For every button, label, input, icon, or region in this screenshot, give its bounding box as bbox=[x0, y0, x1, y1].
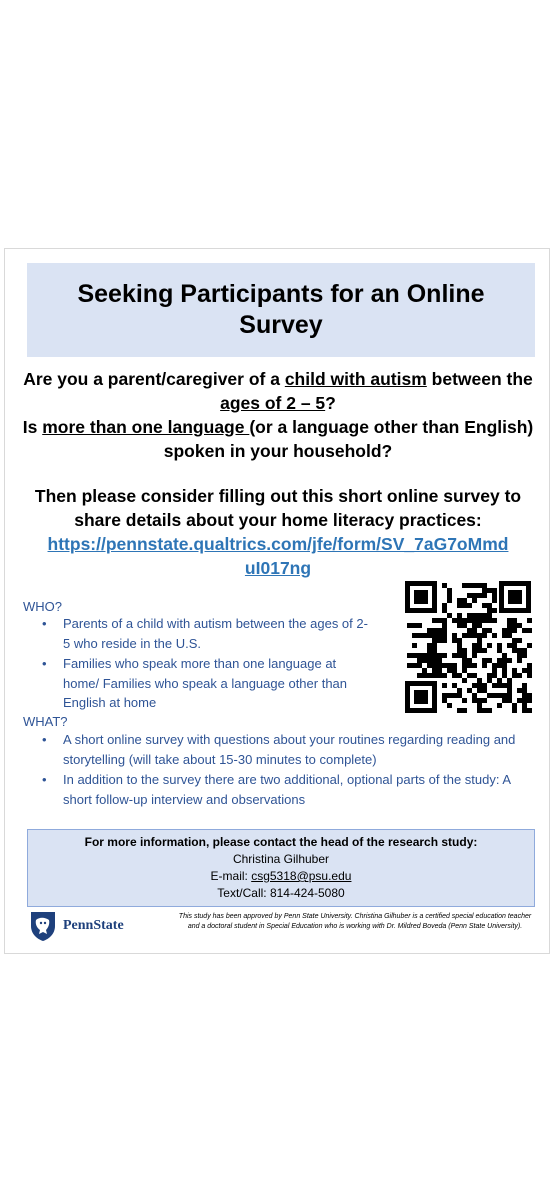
question-autism-age: Are you a parent/caregiver of a child with autism between the ages of 2 – 5? bbox=[23, 369, 533, 413]
bullet: • bbox=[42, 616, 47, 631]
underlined-ages: ages of 2 – 5 bbox=[220, 393, 326, 413]
underlined-child-with-autism: child with autism bbox=[284, 369, 427, 389]
bullet: • bbox=[42, 656, 47, 671]
pennstate-logo bbox=[29, 909, 167, 943]
contact-email-link[interactable]: csg5318@psu.edu bbox=[251, 869, 352, 883]
list-item: • Families who speak more than one language at home/ Families who speak a language other than English at home bbox=[42, 656, 348, 710]
contact-name: Christina Gilhuber bbox=[232, 852, 330, 866]
bullet: • bbox=[42, 732, 47, 747]
title-banner bbox=[27, 263, 535, 357]
contact-heading: For more information, please contact the head of the research study: bbox=[84, 835, 478, 849]
what-list bbox=[42, 730, 529, 810]
flyer-page bbox=[4, 248, 550, 954]
logo-wordmark: PennState bbox=[63, 918, 124, 933]
list-item: • Parents of a child with autism between the ages of 2-5 who reside in the U.S. bbox=[42, 616, 368, 651]
contact-box bbox=[27, 829, 535, 907]
who-list bbox=[42, 614, 375, 714]
survey-link[interactable]: https://pennstate.qualtrics.com/jfe/form/SV_7aG7oMmduI017ng bbox=[47, 534, 509, 578]
invitation-text: Then please consider filling out this short online survey to share details about your home literacy practices: bbox=[34, 486, 522, 530]
qr-code bbox=[403, 579, 533, 715]
list-item: • A short online survey with questions about your routines regarding reading and storytelling (will take about 15-30 minutes to complete) bbox=[42, 732, 516, 767]
survey-invitation bbox=[19, 484, 537, 580]
who-heading: WHO? bbox=[23, 599, 62, 614]
flyer-title: Seeking Participants for an Online Survey bbox=[77, 280, 485, 339]
screening-questions bbox=[19, 367, 537, 463]
screenshot-top-margin bbox=[0, 0, 554, 248]
list-item: • In addition to the survey there are two additional, optional parts of the study: A short follow-up interview and observations bbox=[42, 772, 511, 807]
what-heading: WHAT? bbox=[23, 714, 68, 729]
bullet: • bbox=[42, 772, 47, 787]
contact-email-line: E-mail: csg5318@psu.edu bbox=[210, 869, 352, 883]
nittany-lion-shield-icon bbox=[29, 910, 57, 942]
contact-phone: Text/Call: 814-424-5080 bbox=[217, 886, 345, 900]
approval-note: This study has been approved by Penn State University. Christina Gilhuber is a certified special education teacher and a doctoral student in Special Education who is working with Dr. Mildred Boveda (Penn State University). bbox=[178, 913, 532, 930]
question-language: Is more than one language (or a language other than English) spoken in your household? bbox=[22, 417, 534, 461]
underlined-more-than-one-language: more than one language bbox=[42, 417, 250, 437]
